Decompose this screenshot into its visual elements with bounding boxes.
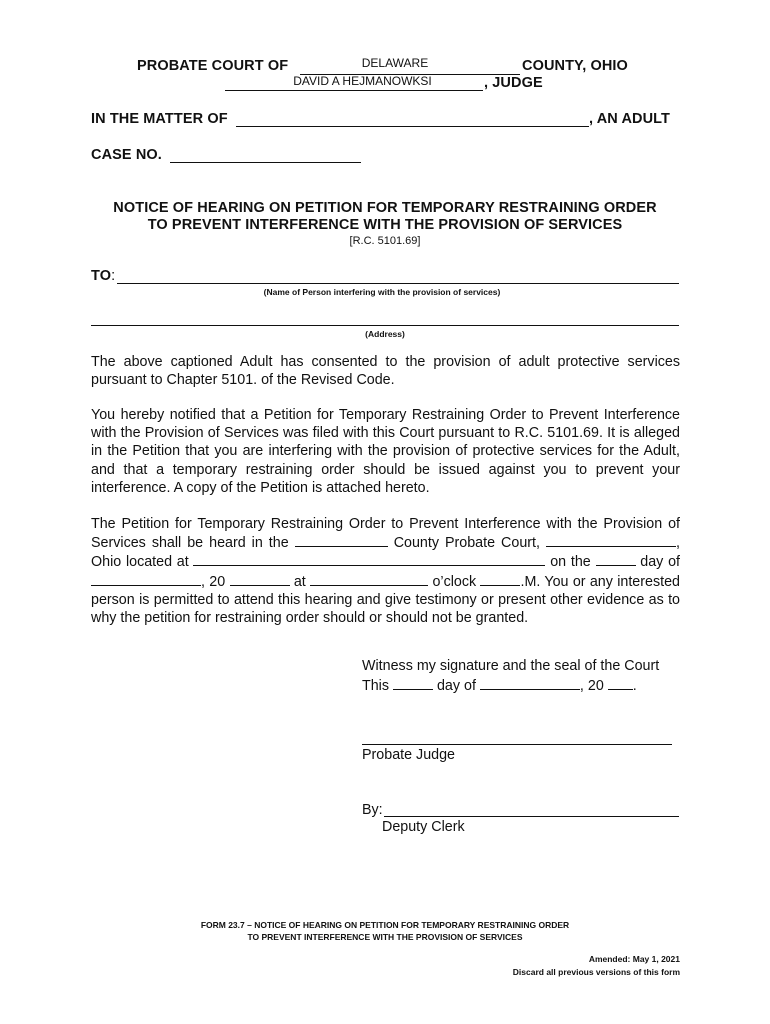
deputy-signature-line[interactable]: [384, 816, 679, 817]
witness-month-blank[interactable]: [480, 676, 580, 690]
paragraph-notice: [91, 406, 680, 497]
hearing-text-k: .M. You or any interested person is permitted to attend this hearing and give testimony or present other evidence as to why the petition for restraining order should or should not be granted.: [91, 573, 680, 627]
hearing-text-i: at: [293, 573, 306, 590]
judge-field-value[interactable]: DAVID A HEJMANOWKSI: [293, 74, 432, 88]
to-label: [91, 268, 115, 284]
hearing-text-g: of: [668, 554, 680, 571]
witness-day-blank[interactable]: [393, 676, 433, 690]
citation: [R.C. 5101.69]: [349, 235, 421, 247]
to-colon: :: [111, 268, 116, 284]
in-the-matter-of-label: IN THE MATTER OF: [91, 111, 228, 127]
case-no-line[interactable]: [170, 162, 361, 163]
hearing-text-j: o’clock: [432, 573, 477, 590]
hearing-text-c: ,: [676, 535, 680, 552]
year-blank[interactable]: [230, 572, 290, 586]
deputy-clerk-label: Deputy Clerk: [382, 819, 465, 835]
paragraph-notice-text: You hereby notified that a Petition for Temporary Restraining Order to Prevent Interference with the Provision of Services was filed with this Court pursuant to R.C. 5101.69. It is alleged in the Petition that you are interfering with the provision of protective services for the Adult, and that a temporary restraining order should be issued against you to prevent your interference. A copy of the Petition is attached hereto.: [91, 407, 680, 496]
county-field-value[interactable]: DELAWARE: [361, 56, 429, 70]
county-blank[interactable]: [295, 533, 388, 547]
by-label: By:: [362, 802, 383, 818]
month-blank[interactable]: [91, 572, 201, 586]
case-no-label: CASE NO.: [91, 147, 162, 163]
paragraph-consent-text: The above captioned Adult has consented to the provision of adult protective services pursuant to Chapter 5101. of the Revised Code.: [91, 354, 680, 389]
probate-court-label: PROBATE COURT OF: [137, 58, 289, 74]
footer-line2: TO PREVENT INTERFERENCE WITH THE PROVISION OF SERVICES: [247, 932, 523, 942]
footer-form-title: [60, 919, 710, 943]
matter-name-line[interactable]: [236, 126, 589, 127]
to-label-text: TO: [91, 268, 112, 284]
amended-note: [380, 953, 680, 979]
discard-note: Discard all previous versions of this form: [512, 967, 680, 977]
name-caption: (Name of Person interfering with the provision of services): [263, 287, 501, 297]
document-title-line1: NOTICE OF HEARING ON PETITION FOR TEMPORARY RESTRAINING ORDER: [113, 200, 657, 216]
document-title-line2: TO PREVENT INTERFERENCE WITH THE PROVISION OF SERVICES: [147, 217, 623, 233]
hearing-text-b: County Probate Court,: [393, 535, 540, 552]
this-label: This: [362, 678, 390, 694]
amended-date: Amended: May 1, 2021: [588, 954, 680, 964]
twenty-label: , 20: [579, 678, 604, 694]
probate-judge-label: Probate Judge: [362, 747, 455, 763]
hearing-text-e: on the: [550, 554, 591, 571]
address-line[interactable]: [91, 325, 679, 326]
day-of-label: day of: [436, 678, 476, 694]
day-blank[interactable]: [596, 552, 636, 566]
period-mark: .: [632, 678, 637, 694]
time-blank[interactable]: [310, 572, 428, 586]
judge-field-line: [225, 90, 483, 91]
to-name-line[interactable]: [117, 283, 679, 284]
county-ohio-label: COUNTY, OHIO: [522, 58, 628, 74]
address-caption: (Address): [365, 329, 405, 339]
paragraph-hearing: [91, 515, 680, 627]
footer-line1: FORM 23.7 – NOTICE OF HEARING ON PETITION FOR TEMPORARY RESTRAINING ORDER: [200, 920, 570, 930]
judge-label: , JUDGE: [484, 75, 543, 91]
judge-signature-line[interactable]: [362, 744, 672, 745]
hearing-text-h: , 20: [201, 573, 226, 590]
witness-statement: Witness my signature and the seal of the Court: [362, 658, 660, 674]
location-blank[interactable]: [193, 552, 545, 566]
hearing-text-a: The Petition for Temporary Restraining Order to Prevent Interference with the Provision of Services shall be heard in the: [91, 516, 680, 552]
hearing-text-f: day: [640, 554, 664, 571]
am-pm-blank[interactable]: [480, 572, 520, 586]
witness-year-blank[interactable]: [608, 676, 633, 690]
paragraph-consent: [91, 353, 680, 389]
hearing-text-d: Ohio located at: [91, 554, 189, 571]
an-adult-label: , AN ADULT: [589, 111, 671, 127]
witness-date-line: [362, 676, 637, 696]
city-blank[interactable]: [546, 533, 676, 547]
